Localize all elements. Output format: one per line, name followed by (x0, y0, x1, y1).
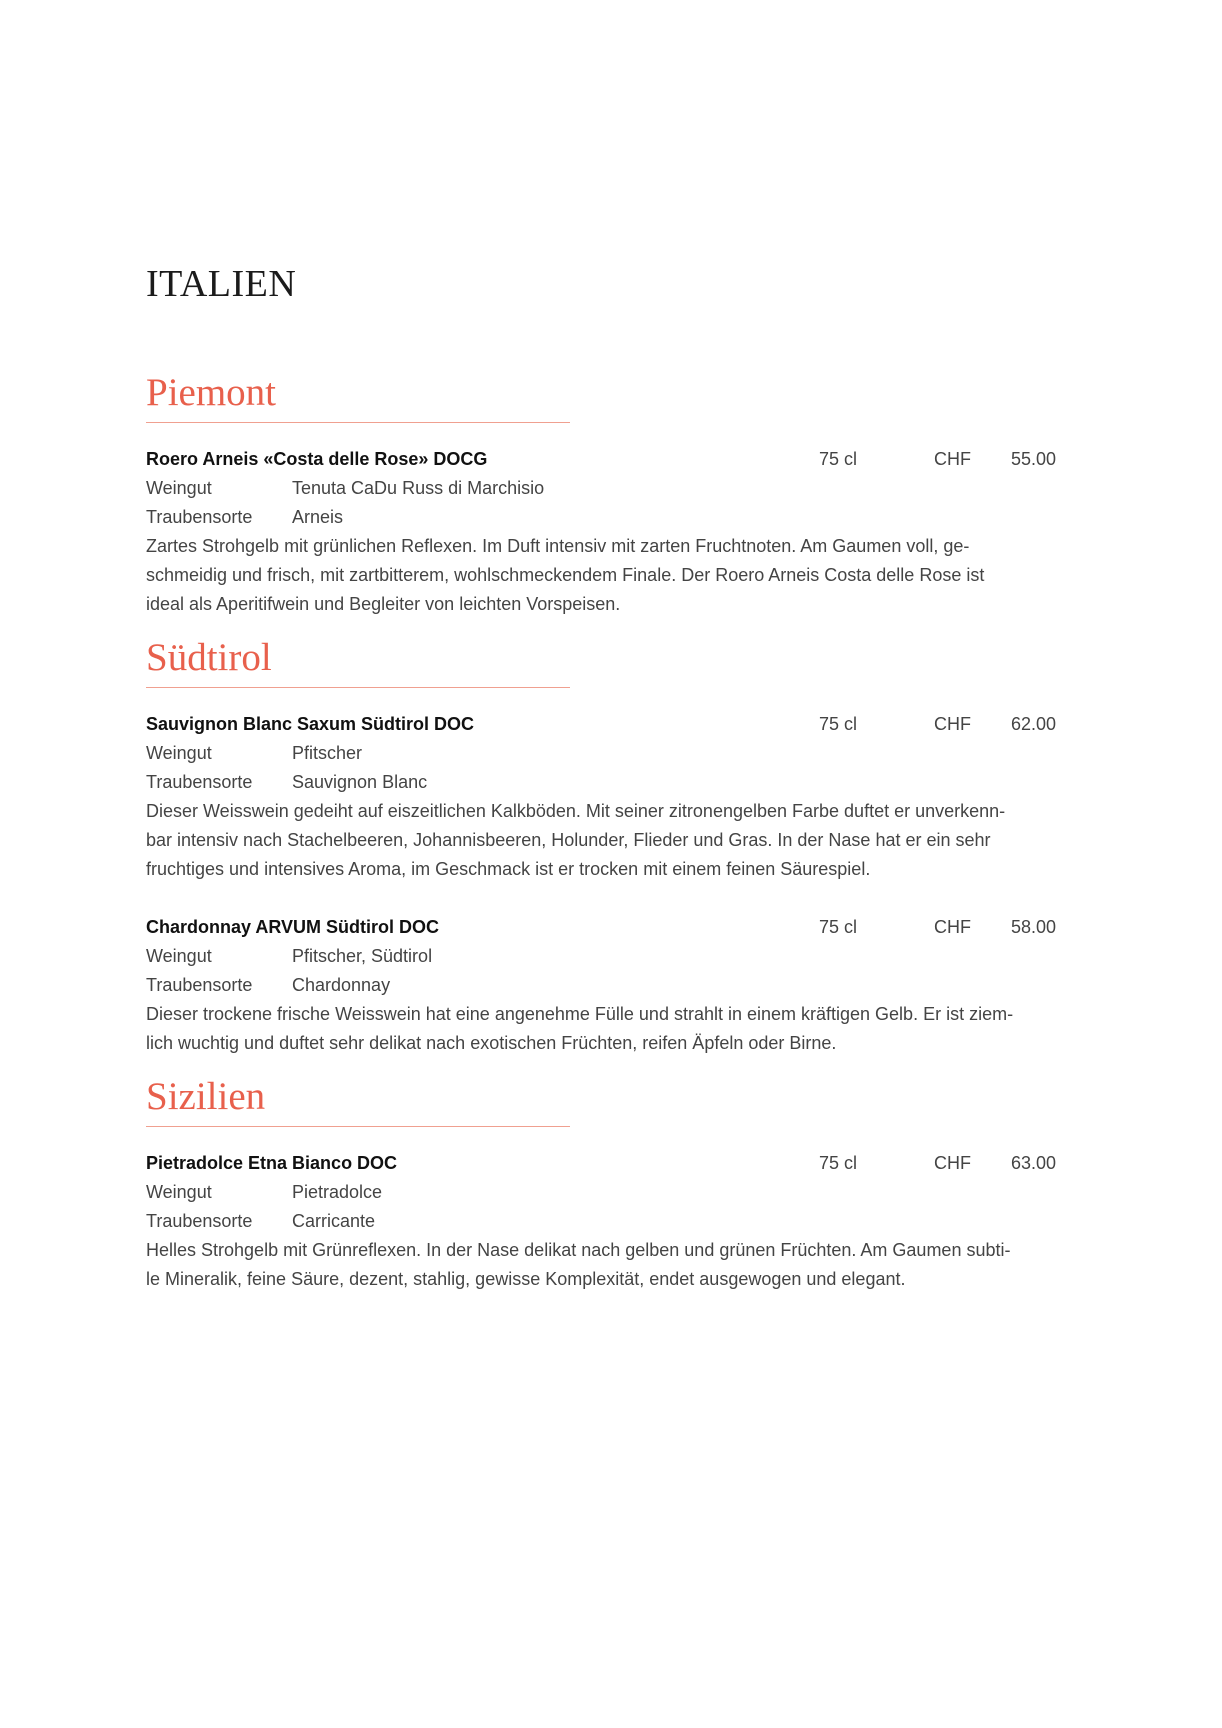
wine-entry (146, 445, 1056, 619)
winery-value: Tenuta CaDu Russ di Marchisio (292, 478, 545, 498)
wine-currency: CHF (934, 917, 971, 937)
grape-label: Traubensorte (146, 975, 253, 995)
region-sizilien (146, 1074, 1056, 1294)
region-divider (146, 1126, 570, 1127)
grape-label: Traubensorte (146, 507, 253, 527)
wine-currency: CHF (934, 1153, 971, 1173)
grape-row (146, 503, 1056, 532)
wine-name: Chardonnay ARVUM Südtirol DOC (146, 917, 440, 937)
winery-label: Weingut (146, 946, 212, 966)
wine-name: Pietradolce Etna Bianco DOC (146, 1153, 398, 1173)
region-suedtirol (146, 635, 1056, 1058)
winery-value: Pfitscher (292, 743, 363, 763)
description-line: ideal als Aperitifwein und Begleiter von leichten Vorspeisen. (146, 594, 621, 614)
grape-row (146, 971, 1056, 1000)
wine-description (146, 797, 1056, 884)
grape-label: Traubensorte (146, 1211, 253, 1231)
description-line: Dieser Weisswein gedeiht auf eiszeitlichen Kalkböden. Mit seiner zitronengelben Farbe duftet er unverkenn- (146, 801, 1006, 821)
wine-price: 62.00 (1010, 714, 1056, 734)
wine-currency: CHF (934, 714, 971, 734)
region-title: Sizilien (146, 1075, 266, 1118)
description-line: Dieser trockene frische Weisswein hat eine angenehme Fülle und strahlt in einem kräftigen Gelb. Er ist ziem- (146, 1004, 1014, 1024)
region-title: Piemont (146, 371, 277, 414)
wine-volume: 75 cl (819, 917, 858, 937)
region-divider (146, 422, 570, 423)
country-title: ITALIEN (146, 263, 297, 305)
wine-description (146, 1236, 1056, 1294)
region-divider (146, 687, 570, 688)
region-title: Südtirol (146, 636, 272, 679)
winery-row (146, 1178, 1056, 1207)
wine-entry (146, 710, 1056, 884)
wine-currency: CHF (934, 449, 971, 469)
grape-label: Traubensorte (146, 772, 253, 792)
wine-entry (146, 1149, 1056, 1294)
winery-label: Weingut (146, 1182, 212, 1202)
wine-header (146, 445, 1056, 474)
description-line: Helles Strohgelb mit Grünreflexen. In der Nase delikat nach gelben und grünen Früchten. Am Gaumen subti- (146, 1240, 1011, 1260)
description-line: Zartes Strohgelb mit grünlichen Reflexen. Im Duft intensiv mit zarten Fruchtnoten. Am Gaumen voll, ge- (146, 536, 970, 556)
grape-value: Sauvignon Blanc (292, 772, 428, 792)
wine-header (146, 710, 1056, 739)
grape-value: Chardonnay (292, 975, 391, 995)
wine-name: Sauvignon Blanc Saxum Südtirol DOC (146, 714, 475, 734)
description-line: schmeidig und frisch, mit zartbitterem, wohlschmeckendem Finale. Der Roero Arneis Costa delle Rose ist (146, 565, 985, 585)
winery-row (146, 942, 1056, 971)
description-line: lich wuchtig und duftet sehr delikat nach exotischen Früchten, reifen Äpfeln oder Birne. (146, 1033, 837, 1053)
description-line: fruchtiges und intensives Aroma, im Geschmack ist er trocken mit einem feinen Säurespiel. (146, 859, 871, 879)
wine-volume: 75 cl (819, 449, 858, 469)
wine-header (146, 913, 1056, 942)
wine-header (146, 1149, 1056, 1178)
winery-value: Pfitscher, Südtirol (292, 946, 433, 966)
wine-description (146, 532, 1056, 619)
winery-label: Weingut (146, 743, 212, 763)
winery-row (146, 474, 1056, 503)
winery-value: Pietradolce (292, 1182, 383, 1202)
wine-entry (146, 913, 1056, 1058)
grape-row (146, 768, 1056, 797)
wine-volume: 75 cl (819, 1153, 858, 1173)
region-piemont (146, 370, 1056, 619)
grape-value: Arneis (292, 507, 344, 527)
description-line: le Mineralik, feine Säure, dezent, stahlig, gewisse Komplexität, endet ausgewogen und elegant. (146, 1269, 906, 1289)
wine-price: 55.00 (1010, 449, 1056, 469)
grape-value: Carricante (292, 1211, 376, 1231)
wine-description (146, 1000, 1056, 1058)
wine-price: 58.00 (1010, 917, 1056, 937)
winery-label: Weingut (146, 478, 212, 498)
description-line: bar intensiv nach Stachelbeeren, Johannisbeeren, Holunder, Flieder und Gras. In der Nase hat er ein sehr (146, 830, 991, 850)
wine-price: 63.00 (1010, 1153, 1056, 1173)
grape-row (146, 1207, 1056, 1236)
winery-row (146, 739, 1056, 768)
wine-name: Roero Arneis «Costa delle Rose» DOCG (146, 449, 488, 469)
wine-volume: 75 cl (819, 714, 858, 734)
